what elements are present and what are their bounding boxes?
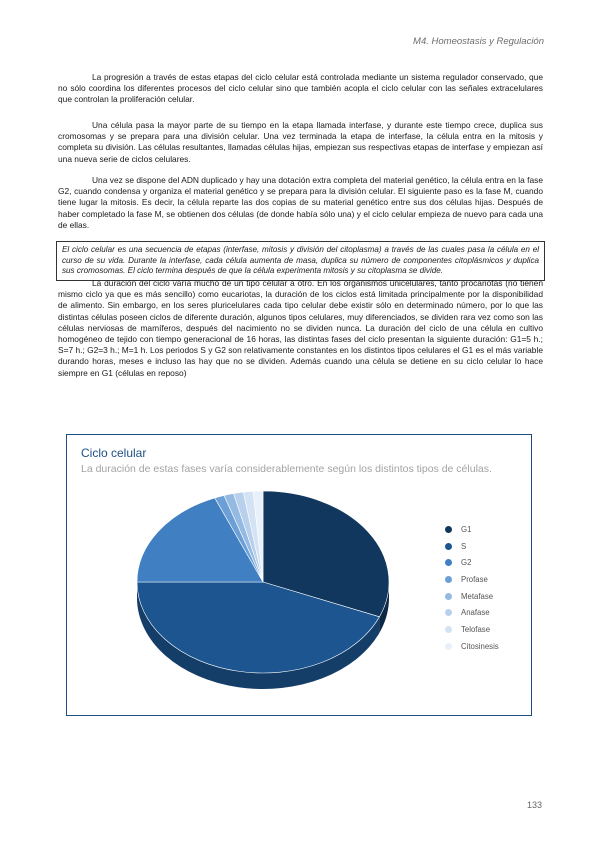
legend-swatch xyxy=(445,543,452,550)
legend-swatch xyxy=(445,576,452,583)
paragraph-g2-phase: Una vez se dispone del ADN duplicado y hay una dotación extra completa del material genético, la célula entra en la fase G2, cuando condensa y organiza el material genético y se prepara para la división celular. El siguiente paso es la fase M, cuando tiene lugar la mitosis. Es decir, la célula reparte las dos copias de su material genético entre sus dos células hijas. Después de haber completado la fase M, se obtienen dos células (de donde había sólo una) y el ciclo celular empieza de nuevo para cada una de ellas. xyxy=(58,175,543,230)
legend-swatch xyxy=(445,609,452,616)
figure-title: Ciclo celular xyxy=(81,446,147,460)
legend-label: Metafase xyxy=(461,591,494,601)
legend-item-g1 xyxy=(445,521,499,538)
legend-item-citosinesis xyxy=(445,638,499,655)
legend-label: Profase xyxy=(461,574,488,584)
legend-swatch xyxy=(445,643,452,650)
figure-subtitle: La duración de estas fases varía considerablemente según los distintos tipos de células. xyxy=(81,463,492,475)
legend-item-anafase xyxy=(445,604,499,621)
chart-legend xyxy=(445,521,499,655)
legend-swatch xyxy=(445,559,452,566)
legend-item-metafase xyxy=(445,588,499,605)
legend-label: Telofase xyxy=(461,624,491,634)
legend-item-s xyxy=(445,538,499,555)
legend-label: Anafase xyxy=(461,608,490,618)
paragraph-interphase: Una célula pasa la mayor parte de su tiempo en la etapa llamada interfase, y durante este tiempo crece, duplica sus cromosomas y se prepara para una división celular. Una vez terminada la etapa de interfase, la célula entra en la mitosis y completa su división. Las células resultantes, llamadas células hijas, empiezan sus respectivas etapas de interfase y empiezan así una nueva serie de ciclos celulares. xyxy=(58,120,543,164)
page-number: 133 xyxy=(526,800,542,810)
legend-swatch xyxy=(445,626,452,633)
legend-label: Citosinesis xyxy=(461,641,499,651)
paragraph-regulation: La progresión a través de estas etapas del ciclo celular está controlada mediante un sistema regulador conservado, que no sólo coordina los diferentes procesos del ciclo celular sino que también acopla el ciclo celular con las señales extracelulares que controlan la proliferación celular. xyxy=(58,72,543,105)
legend-label: G2 xyxy=(461,558,472,568)
legend-item-g2 xyxy=(445,554,499,571)
legend-swatch xyxy=(445,593,452,600)
legend-swatch xyxy=(445,526,452,533)
legend-item-telofase xyxy=(445,621,499,638)
legend-label: S xyxy=(461,541,467,551)
cell-cycle-figure xyxy=(66,434,532,716)
running-header: M4. Homeostasis y Regulación xyxy=(413,36,544,47)
summary-box: El ciclo celular es una secuencia de etapas (interfase, mitosis y división del citoplasma) a través de las cuales pasa la célula en el curso de su vida. Durante la interfase, cada célula aumenta de masa, duplica su número de componentes citoplásmicos y duplica sus cromosomas. El ciclo termina después de que la célula experimenta mitosis y su citoplasma se divide. xyxy=(56,241,545,281)
paragraph-cycle-duration: La duración del ciclo varía mucho de un tipo celular a otro. En los organismos unicelulares, tanto procariotas (no tienen mismo ciclo ya que es más sencillo) como eucariotas, la duración de los ciclos está limitada principalmente por la disponibilidad de alimento. Sin embargo, en los seres pluricelulares cada tipo celular debe existir sólo en determinado número, por lo que las distintas células poseen ciclos de diferente duración, algunos tipos celulares, muy diferenciados, se dividen rara vez como son las células nerviosas de mamíferos, después del nacimiento no se dividen nunca. La duración del ciclo de una célula en cultivo homogéneo de tejido con tiempo generacional de 16 horas, las distintas fases del ciclo presentan la siguiente duración: G1=5 h.; S=7 h.; G2=3 h.; M=1 h. Los periodos S y G2 son relativamente constantes en los distintos tipos celulares el G1 es el más variable durando horas, meses e incluso las hay que no se dividen. Además cuando una célula se detiene en su ciclo celular lo hace siempre en G1 (células en reposo) xyxy=(58,278,543,378)
legend-item-profase xyxy=(445,571,499,588)
legend-label: G1 xyxy=(461,524,472,534)
